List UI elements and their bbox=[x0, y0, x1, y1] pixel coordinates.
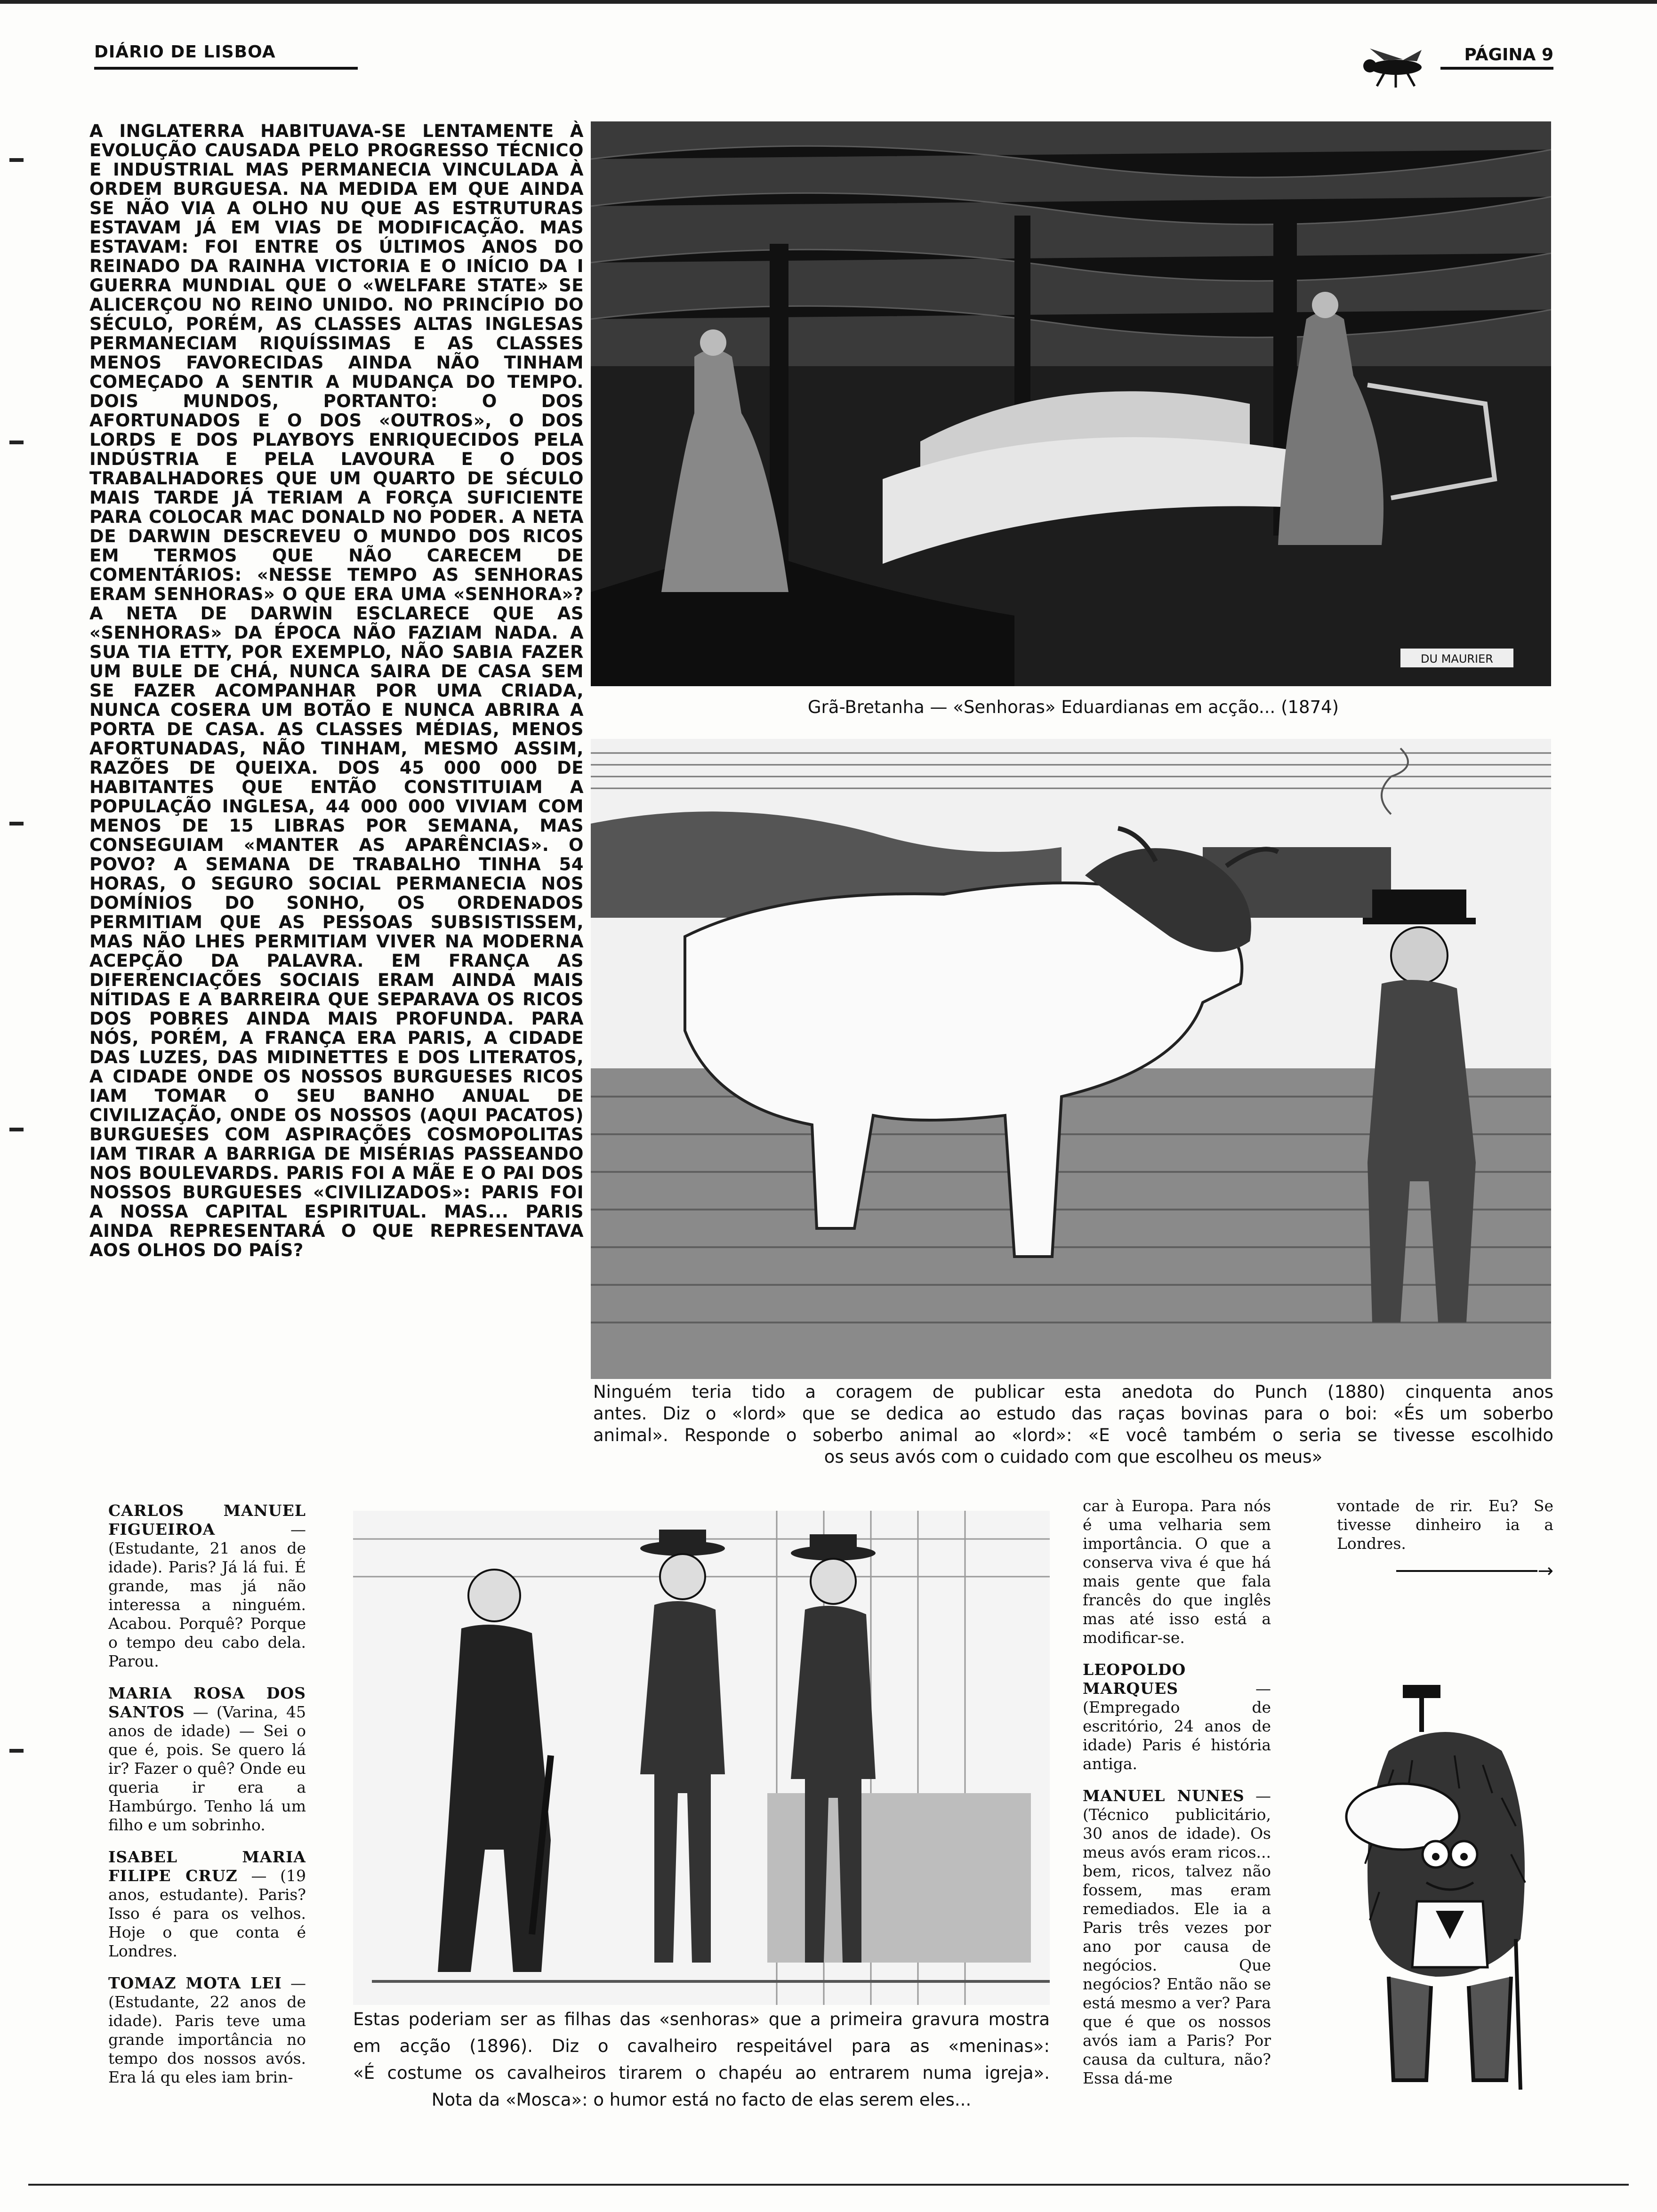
figure1-caption: Grã-Bretanha — «Senhoras» Eduardianas em acção... (1874) bbox=[807, 697, 1339, 717]
interviewee-name: CARLOS MANUEL FIGUEIROA bbox=[108, 1501, 306, 1539]
engraving-gentleman-and-girls bbox=[353, 1511, 1050, 2005]
interviews-column-right bbox=[1337, 1497, 1553, 1580]
engraving-ladies-park bbox=[591, 121, 1551, 686]
interviewee-name: MANUEL NUNES bbox=[1083, 1787, 1245, 1805]
page-number: PÁGINA 9 bbox=[1464, 45, 1553, 64]
continued-answer: vontade de rir. Eu? Se tivesse dinheiro ia a Londres. bbox=[1337, 1497, 1553, 1553]
engraving-signature: DU MAURIER bbox=[1421, 652, 1493, 665]
bottom-rule bbox=[28, 2184, 1629, 2186]
margin-marks bbox=[9, 141, 28, 2165]
caricature-illustration bbox=[1332, 1675, 1553, 2099]
interviewee-answer: — (Técnico publicitário, 30 anos de idade). Os meus avós eram ricos... bem, ricos, talvez não fossem, mas eram remediados. Ele ia a Paris três vezes por ano por causa de negócios. Que negócios? Então não se está mesmo a ver? Para que é que os nossos avós iam a Paris? Por causa da cultura, não? Essa dá-me bbox=[1083, 1787, 1271, 2087]
mosca-fly-icon bbox=[1351, 46, 1436, 88]
interviewee-name: ISABEL MARIA FILIPE CRUZ bbox=[108, 1848, 306, 1885]
figure3-caption-line4: Nota da «Mosca»: o humor está no facto de elas serem eles... bbox=[431, 2090, 972, 2110]
interviewee-answer: — (Empregado de escritório, 24 anos de idade) Paris é história antiga. bbox=[1083, 1679, 1271, 1773]
continue-arrow-icon: → bbox=[1537, 1560, 1553, 1582]
engraving-lord-and-bull bbox=[591, 739, 1551, 1379]
masthead-rule-right bbox=[1440, 67, 1553, 70]
masthead-newspaper-name: DIÁRIO DE LISBOA bbox=[94, 42, 276, 62]
figure3-caption-line2: em acção (1896). Diz o cavalheiro respeitável para as «meninas»: bbox=[353, 2036, 1050, 2056]
intro-article-text: A INGLATERRA HABITUAVA-SE LENTAMENTE À EVOLUÇÃO CAUSADA PELO PROGRESSO TÉCNICO E INDUSTRIAL MAS PERMANECIA VINCULADA À ORDEM BURGUESA. NA MEDIDA EM QUE AINDA SE NÃO VIA A OLHO NU QUE AS ESTRUTURAS ESTAVAM JÁ EM VIAS DE MODIFICAÇÃO. MAS ESTAVAM: FOI ENTRE OS ÚLTIMOS ANOS DO REINADO DA RAINHA VICTORIA E O INÍCIO DA I GUERRA MUNDIAL QUE O «WELFARE STATE» SE ALICERÇOU NO REINO UNIDO. NO PRINCÍPIO DO SÉCULO, PORÉM, AS CLASSES ALTAS INGLESAS PERMANECIAM RIQUÍSSIMAS E AS CLASSES MENOS FAVORECIDAS AINDA NÃO TINHAM COMEÇADO A SENTIR A MUDANÇA DO TEMPO. DOIS MUNDOS, PORTANTO: O DOS AFORTUNADOS E O DOS «OUTROS», O DOS LORDS E DOS PLAYBOYS ENRIQUECIDOS PELA INDÚSTRIA E PELA LAVOURA E O DOS TRABALHADORES QUE UM QUARTO DE SÉCULO MAIS TARDE JÁ TERIAM A FORÇA SUFICIENTE PARA COLOCAR MAC DONALD NO PODER. A NETA DE DARWIN DESCREVEU O MUNDO DOS RICOS EM TERMOS QUE NÃO CARECEM DE COMENTÁRIOS: «NESSE TEMPO AS SENHORAS ERAM SENHORAS» O QUE ERA UMA «SENHORA»? A NETA DE DARWIN ESCLARECE QUE AS «SENHORAS» DA ÉPOCA NÃO FAZIAM NADA. A SUA TIA ETTY, POR EXEMPLO, NÃO SABIA FAZER UM BULE DE CHÁ, NUNCA SAIRA DE CASA SEM SE FAZER ACOMPANHAR POR UMA CRIADA, NUNCA COSERA UM BOTÃO E NUNCA ABRIRA A PORTA DE CASA. AS CLASSES MÉDIAS, MENOS AFORTUNADAS, NÃO TINHAM, MESMO ASSIM, RAZÕES DE QUEIXA. DOS 45 000 000 DE HABITANTES QUE ENTÃO CONSTITUIAM A POPULAÇÃO INGLESA, 44 000 000 VIVIAM COM MENOS DE 15 LIBRAS POR SEMANA, MAS CONSEGUIAM «MANTER AS APARÊNCIAS». O POVO? A SEMANA DE TRABALHO TINHA 54 HORAS, O SEGURO SOCIAL PERMANECIA NOS DOMÍNIOS DO SONHO, OS ORDENADOS PERMITIAM QUE AS PESSOAS SUBSISTISSEM, MAS NÃO LHES PERMITIAM VIVER NA MODERNA ACEPÇÃO DA PALAVRA. EM FRANÇA AS DIFERENCIAÇÕES SOCIAIS ERAM AINDA MAIS NÍTIDAS E A BARREIRA QUE SEPARAVA OS RICOS DOS POBRES AINDA MAIS PROFUNDA. PARA NÓS, PORÉM, A FRANÇA ERA PARIS, A CIDADE DAS LUZES, DAS MIDINETTES E DOS LITERATOS, A CIDADE ONDE OS NOSSOS BURGUESES RICOS IAM TOMAR O SEU BANHO ANUAL DE CIVILIZAÇÃO, ONDE OS NOSSOS (AQUI PACATOS) BURGUESES COM ASPIRAÇÕES COSMOPOLITAS IAM TIRAR A BARRIGA DE MISÉRIAS PASSEANDO NOS BOULEVARDS. PARIS FOI A MÃE E O PAI DOS NOSSOS BURGUESES «CIVILIZADOS»: PARIS FOI A NOSSA CAPITAL ESPIRITUAL. MAS... PARIS AINDA REPRESENTARÁ O QUE REPRESENTAVA AOS OLHOS DO PAÍS? bbox=[89, 121, 584, 1260]
figure2-caption-line3: animal». Responde o soberbo animal ao «lord»: «E você também o seria se tivesse escolhido bbox=[593, 1425, 1553, 1445]
figure3-caption-line1: Estas poderiam ser as filhas das «senhoras» que a primeira gravura mostra bbox=[353, 2009, 1050, 2029]
interviewee-answer: — (Estudante, 22 anos de idade). Paris teve uma grande importância no tempo dos nossos avós. Era lá qu eles iam brin- bbox=[108, 1974, 306, 2086]
figure2-caption-line1: Ninguém teria tido a coragem de publicar esta anedota do Punch (1880) cinquenta anos bbox=[593, 1382, 1553, 1402]
figure2-caption-line4: os seus avós com o cuidado com que escolheu os meus» bbox=[824, 1447, 1323, 1467]
masthead-rule-left bbox=[94, 67, 358, 70]
interviewee-name: LEOPOLDO MARQUES bbox=[1083, 1660, 1186, 1698]
interviewee-answer: — (Estudante, 21 anos de idade). Paris? Já lá fui. É grande, mas já não interessa a ninguém. Acabou. Porquê? Porque o tempo deu cabo dela. Parou. bbox=[108, 1520, 306, 1670]
interviewee-name: MARIA ROSA DOS SANTOS bbox=[108, 1684, 306, 1721]
interviews-column-left bbox=[108, 1501, 306, 2100]
continued-answer: car à Europa. Para nós é uma velharia sem importância. O que a conserva viva é que há mais gente que fala francês do que inglês mas até isso está a modificar-se. bbox=[1083, 1497, 1271, 1647]
figure2-caption-line2: antes. Diz o «lord» que se dedica ao estudo das raças bovinas para o boi: «És um soberbo bbox=[593, 1403, 1553, 1424]
interviewee-name: TOMAZ MOTA LEI bbox=[108, 1974, 282, 1992]
continue-rule bbox=[1396, 1570, 1537, 1572]
interviewee-answer: — (19 anos, estudante). Paris? Isso é para os velhos. Hoje o que conta é Londres. bbox=[108, 1867, 306, 1960]
top-border bbox=[0, 0, 1657, 4]
interviewee-answer: — (Varina, 45 anos de idade) — Sei o que é, pois. Se quero lá ir? Fazer o quê? Onde eu queria ir era a Hambúrgo. Tenho lá um filho e um sobrinho. bbox=[108, 1703, 306, 1834]
interviews-column-middle bbox=[1083, 1497, 1271, 2101]
figure3-caption-line3: «É costume os cavalheiros tirarem o chapéu ao entrarem numa igreja». bbox=[353, 2063, 1050, 2083]
